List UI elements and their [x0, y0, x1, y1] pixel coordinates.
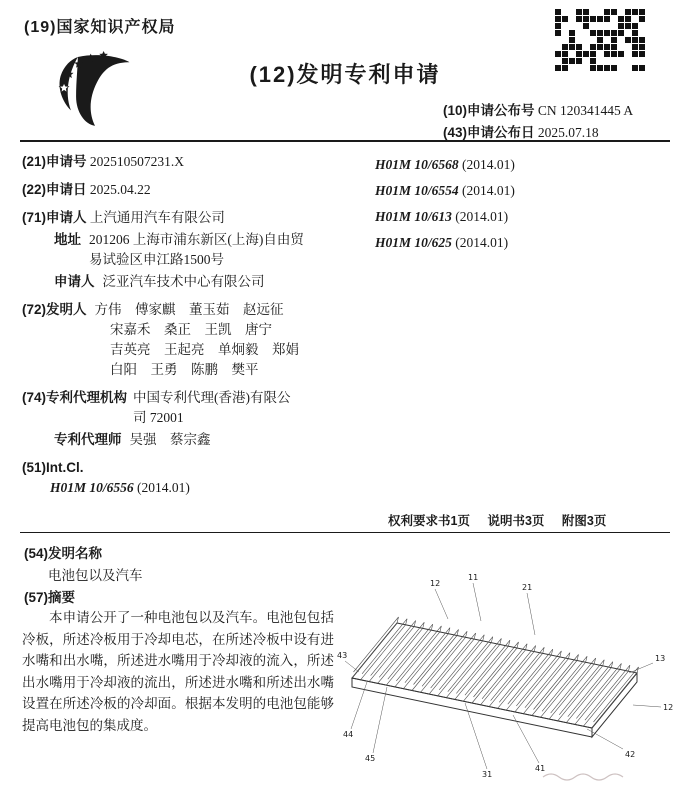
leader-line: [513, 715, 539, 763]
applicant-line: [22, 208, 370, 228]
figure-ref-numeral: 42: [625, 750, 636, 759]
agent-names: 吴强 蔡宗鑫: [129, 432, 211, 447]
description-pages: 说明书3页: [487, 514, 545, 528]
application-date-value: 2025.04.22: [89, 182, 151, 197]
applicant1-value: 上汽通用汽车有限公司: [89, 210, 225, 225]
pages-summary: [388, 511, 620, 529]
leader-line: [633, 705, 661, 707]
classification-code: H01M 10/6568: [375, 157, 459, 172]
inventors-names-1: 方伟 傅家麒 董玉茹 赵远征: [94, 302, 284, 317]
publication-number-label: (10)申请公布号: [443, 103, 535, 118]
inventors-names-4: 白阳 王勇 陈鹏 樊平: [110, 362, 259, 377]
biblio-left-column: [22, 152, 370, 506]
leader-line: [345, 661, 359, 672]
invention-title-label: (54)发明名称: [24, 546, 103, 561]
intcl-code: H01M 10/6556: [50, 480, 134, 495]
classification-year: (2014.01): [462, 157, 515, 172]
leader-line: [435, 589, 448, 619]
agency-line: [22, 388, 370, 428]
inventors-names-3: 吉英亮 王起亮 单炯毅 郑娟: [110, 342, 299, 357]
applicant2-line: [22, 272, 370, 292]
figure-ref-numeral: 44: [343, 730, 354, 739]
abstract-text: 本申请公开了一种电池包以及汽车。电池包包括冷板，所述冷板用于冷却电芯，在所述冷板中设有进水嘴和出水嘴，所述进水嘴用于冷却液的流入，所述出水嘴用于冷却液的流出，所述进水嘴和所述出水嘴设置在所述冷板的冷却面。根据本发明的电池包能够提高电池包的集成度。: [22, 610, 334, 733]
agency-field: [22, 388, 370, 450]
address-label: 地址: [54, 232, 81, 247]
application-date-field: [22, 180, 370, 200]
invention-title: 电池包以及汽车: [48, 568, 143, 583]
agent-line: [22, 430, 370, 450]
leader-line: [373, 687, 387, 753]
intcl-field: [22, 458, 370, 498]
figure-ref-numeral: 12: [663, 703, 674, 712]
inventors-label: (72)发明人: [22, 302, 87, 317]
leader-line: [629, 663, 653, 673]
applicant-field: [22, 208, 370, 292]
application-date-label: (22)申请日: [22, 182, 87, 197]
leader-line: [527, 593, 535, 635]
abstract-label: (57)摘要: [24, 590, 76, 605]
header-divider: [20, 140, 670, 142]
claims-pages: 权利要求书1页: [388, 514, 470, 528]
agency-value: 中国专利代理(香港)有限公司 72001: [133, 390, 291, 425]
classification-year: (2014.01): [455, 235, 509, 250]
publication-number-line: [443, 100, 633, 122]
classification-line: [375, 232, 665, 253]
cold-plate-fins: [352, 617, 639, 728]
inventors-field: [22, 300, 370, 380]
classification-year: (2014.01): [455, 209, 509, 224]
classification-line: [375, 206, 665, 227]
classification-year: (2014.01): [462, 183, 515, 198]
figure-ref-numeral: 31: [482, 770, 493, 779]
figure-ref-numeral: 43: [337, 651, 348, 660]
address-value: 201206 上海市浦东新区(上海)自由贸易试验区申江路1500号: [89, 232, 304, 267]
agency-label: (74)专利代理机构: [22, 390, 128, 405]
patent-figure: [335, 565, 683, 788]
figure-ref-numeral: 13: [655, 654, 666, 663]
leader-line: [473, 583, 481, 621]
publication-number-value: CN 120341445 A: [537, 103, 634, 118]
classification-line: [375, 180, 665, 201]
leader-line: [351, 682, 367, 729]
figure-ref-numeral: 11: [468, 573, 479, 582]
publication-date-value: 2025.07.18: [537, 125, 599, 140]
application-number-label: (21)申请号: [22, 154, 87, 169]
biblio-divider: [20, 532, 670, 533]
publication-info: [443, 100, 633, 144]
classification-code: H01M 10/6554: [375, 183, 459, 198]
classification-code: H01M 10/625: [375, 235, 452, 250]
agent-label: 专利代理师: [54, 432, 122, 447]
figure-svg: [335, 565, 683, 783]
inventors-names-2: 宋嘉禾 桑正 王凯 唐宁: [110, 322, 272, 337]
application-number-value: 202510507231.X: [89, 154, 185, 169]
applicant2-value: 泛亚汽车技术中心有限公司: [102, 274, 265, 289]
leader-line: [587, 729, 623, 749]
inventors-line-1: [22, 300, 370, 320]
figure-ref-numeral: 41: [535, 764, 546, 773]
drawings-pages: 附图3页: [561, 514, 607, 528]
address-line: [22, 230, 370, 270]
applicant-label: (71)申请人: [22, 210, 87, 225]
document-type-title: (12)发明专利申请: [249, 62, 441, 87]
intcl-label: (51)Int.Cl.: [22, 460, 84, 475]
classification-line: [375, 154, 665, 175]
publication-date-label: (43)申请公布日: [443, 125, 535, 140]
applicant2-label: 申请人: [54, 274, 95, 289]
intcl-year: (2014.01): [137, 480, 190, 495]
scribble-mark: [543, 774, 623, 780]
figure-ref-numeral: 45: [365, 754, 376, 763]
figure-ref-numeral: 21: [522, 583, 533, 592]
classification-code: H01M 10/613: [375, 209, 452, 224]
intcl-code-line: [22, 478, 370, 498]
patent-office-name: (19)国家知识产权局: [24, 19, 176, 36]
application-number-field: [22, 152, 370, 172]
figure-ref-numeral: 12: [430, 579, 441, 588]
biblio-right-column: [375, 154, 665, 258]
